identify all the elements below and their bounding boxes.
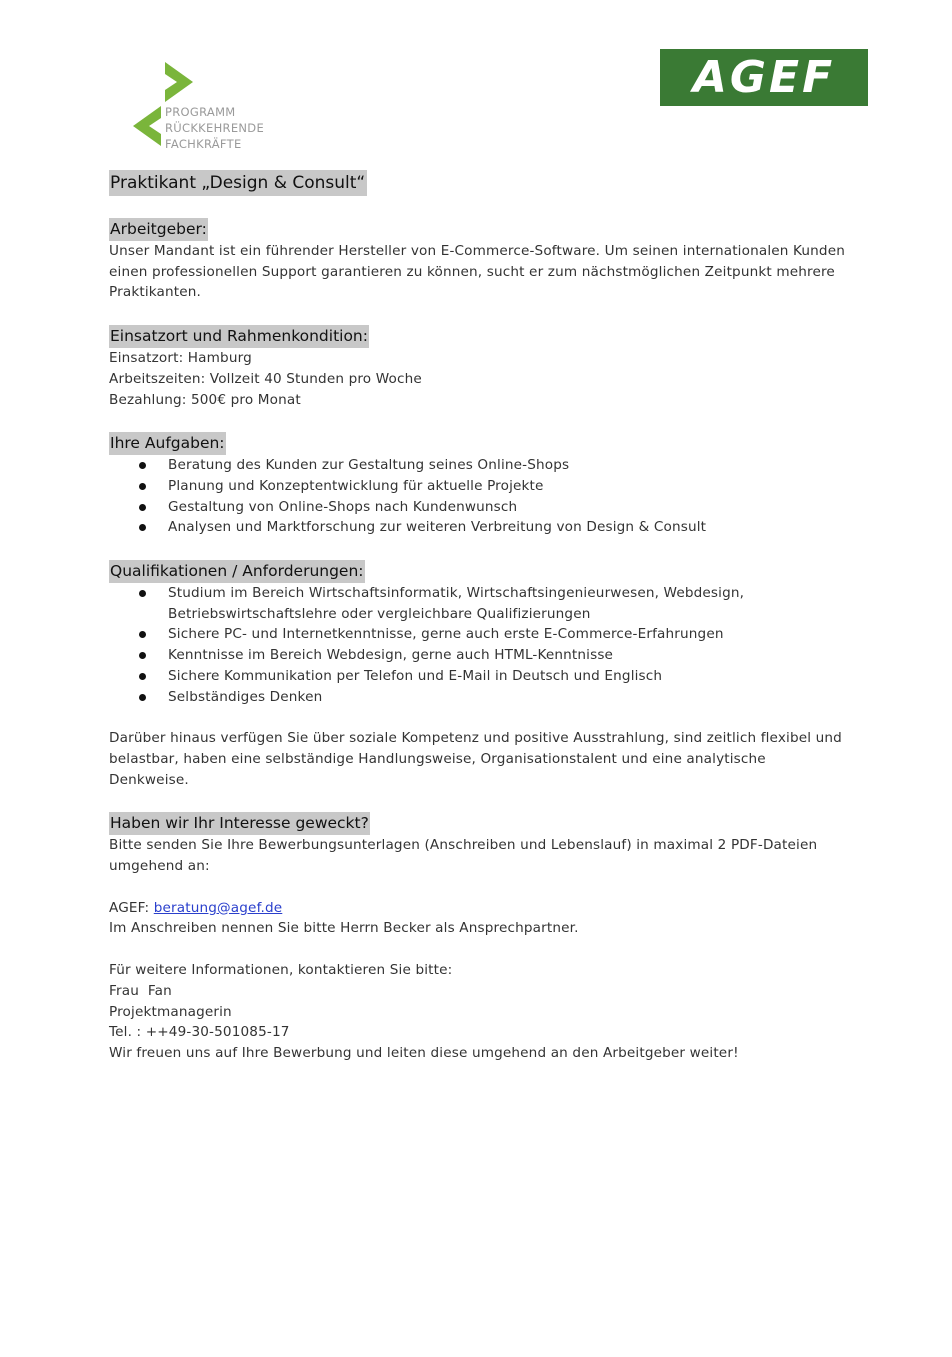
tasks-list — [109, 455, 849, 538]
location-line: Einsatzort: Hamburg — [109, 350, 252, 367]
list-item: Kenntnisse im Bereich Webdesign, gerne auch HTML-Kenntnisse — [168, 645, 849, 666]
program-logo-text — [165, 104, 264, 152]
logo-line: PROGRAMM — [165, 105, 236, 119]
tasks-heading: Ihre Aufgaben: — [109, 432, 226, 455]
salary-line: Bezahlung: 500€ pro Monat — [109, 391, 301, 408]
application-instructions: Bitte senden Sie Ihre Bewerbungsunterlagen (Anschreiben und Lebenslauf) in maximal 2 PDF-Dateien umgehend an: — [109, 837, 818, 875]
contact-name: Frau Fan — [109, 982, 172, 999]
list-item: Selbständiges Denken — [168, 687, 849, 708]
employer-text: Unser Mandant ist ein führender Hersteller von E-Commerce-Software. Um seinen internationalen Kunden einen professionellen Support garantieren zu können, sucht er zum nächstmöglichen Zeitpunkt mehrere Praktikanten. — [109, 243, 845, 301]
list-item: Beratung des Kunden zur Gestaltung seines Online-Shops — [168, 455, 849, 476]
program-logo — [133, 62, 283, 152]
page-title: Praktikant „Design & Consult“ — [109, 170, 367, 196]
email-prefix: AGEF: — [109, 899, 154, 916]
agef-logo-text: AGEF — [692, 52, 836, 103]
list-item: Planung und Konzeptentwicklung für aktuelle Projekte — [168, 476, 849, 497]
list-item: Gestaltung von Online-Shops nach Kundenwunsch — [168, 497, 849, 518]
contact-role: Projektmanagerin — [109, 1003, 232, 1020]
employer-heading: Arbeitgeber: — [109, 218, 208, 241]
qualifications-closing: Darüber hinaus verfügen Sie über soziale Kompetenz und positive Ausstrahlung, sind zeitlich flexibel und belastbar, haben eine selbständige Handlungsweise, Organisationstalent und eine analytische Denkweise. — [109, 730, 842, 788]
info-intro: Für weitere Informationen, kontaktieren Sie bitte: — [109, 962, 453, 979]
document-body — [109, 170, 849, 1064]
working-hours-line: Arbeitszeiten: Vollzeit 40 Stunden pro Woche — [109, 370, 422, 387]
qualifications-heading: Qualifikationen / Anforderungen: — [109, 560, 365, 583]
location-heading: Einsatzort und Rahmenkondition: — [109, 325, 369, 348]
contact-note: Im Anschreiben nennen Sie bitte Herrn Becker als Ansprechpartner. — [109, 920, 579, 937]
closing-line: Wir freuen uns auf Ihre Bewerbung und leiten diese umgehend an den Arbeitgeber weiter! — [109, 1044, 739, 1061]
list-item: Sichere PC- und Internetkenntnisse, gerne auch erste E-Commerce-Erfahrungen — [168, 624, 849, 645]
list-item: Analysen und Marktforschung zur weiteren Verbreitung von Design & Consult — [168, 517, 849, 538]
logo-line: RÜCKKEHRENDE — [165, 121, 265, 135]
interest-heading: Haben wir Ihr Interesse geweckt? — [109, 812, 370, 835]
list-item: Sichere Kommunikation per Telefon und E-Mail in Deutsch und Englisch — [168, 666, 849, 687]
email-line — [109, 898, 849, 919]
email-link[interactable]: beratung@agef.de — [153, 899, 283, 916]
list-item: Studium im Bereich Wirtschaftsinformatik, Wirtschaftsingenieurwesen, Webdesign, Betriebswirtschaftslehre oder vergleichbare Qualifizierungen — [168, 583, 849, 624]
logo-line: FACHKRÄFTE — [165, 137, 242, 151]
contact-phone: Tel. : ++49-30-501085-17 — [109, 1024, 290, 1041]
agef-logo — [660, 49, 868, 106]
qualifications-list — [109, 583, 849, 707]
